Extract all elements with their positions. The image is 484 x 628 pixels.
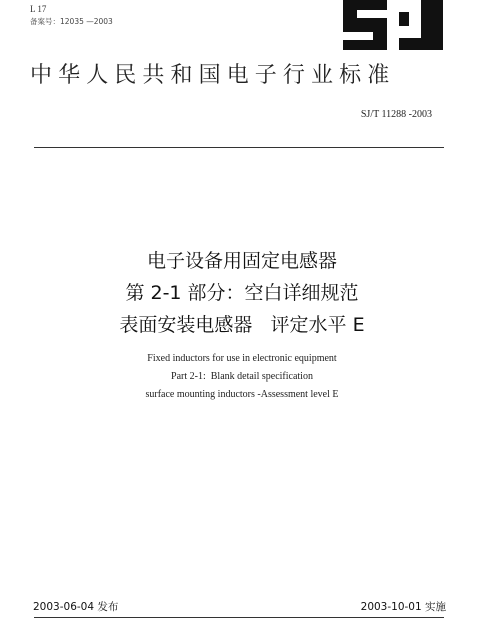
registration-number: 备案号：12035 —2003 (30, 17, 113, 26)
ics-code: L 17 (30, 4, 47, 14)
standard-number: SJ/T 11288 -2003 (360, 109, 432, 120)
chinese-title-line-2: 第 2-1 部分：空白详细规范 (125, 282, 359, 304)
footer-divider (34, 617, 444, 618)
english-title-line-1: Fixed inductors for use in electronic equipment (147, 353, 337, 364)
chinese-title-line-3: 表面安装电感器 评定水平 E (119, 314, 365, 336)
english-title-line-3: surface mounting inductors -Assessment level E (145, 389, 339, 400)
standard-title: 中华人民共和国电子行业标准 (30, 63, 396, 88)
implement-date: 2003-10-01 实施 (360, 601, 446, 613)
publish-date: 2003-06-04 发布 (33, 601, 119, 613)
header-divider (34, 147, 444, 148)
sj-logo (343, 0, 443, 50)
english-title-line-2: Part 2-1: Blank detail specification (171, 371, 313, 382)
chinese-title-line-1: 电子设备用固定电感器 (146, 250, 337, 272)
